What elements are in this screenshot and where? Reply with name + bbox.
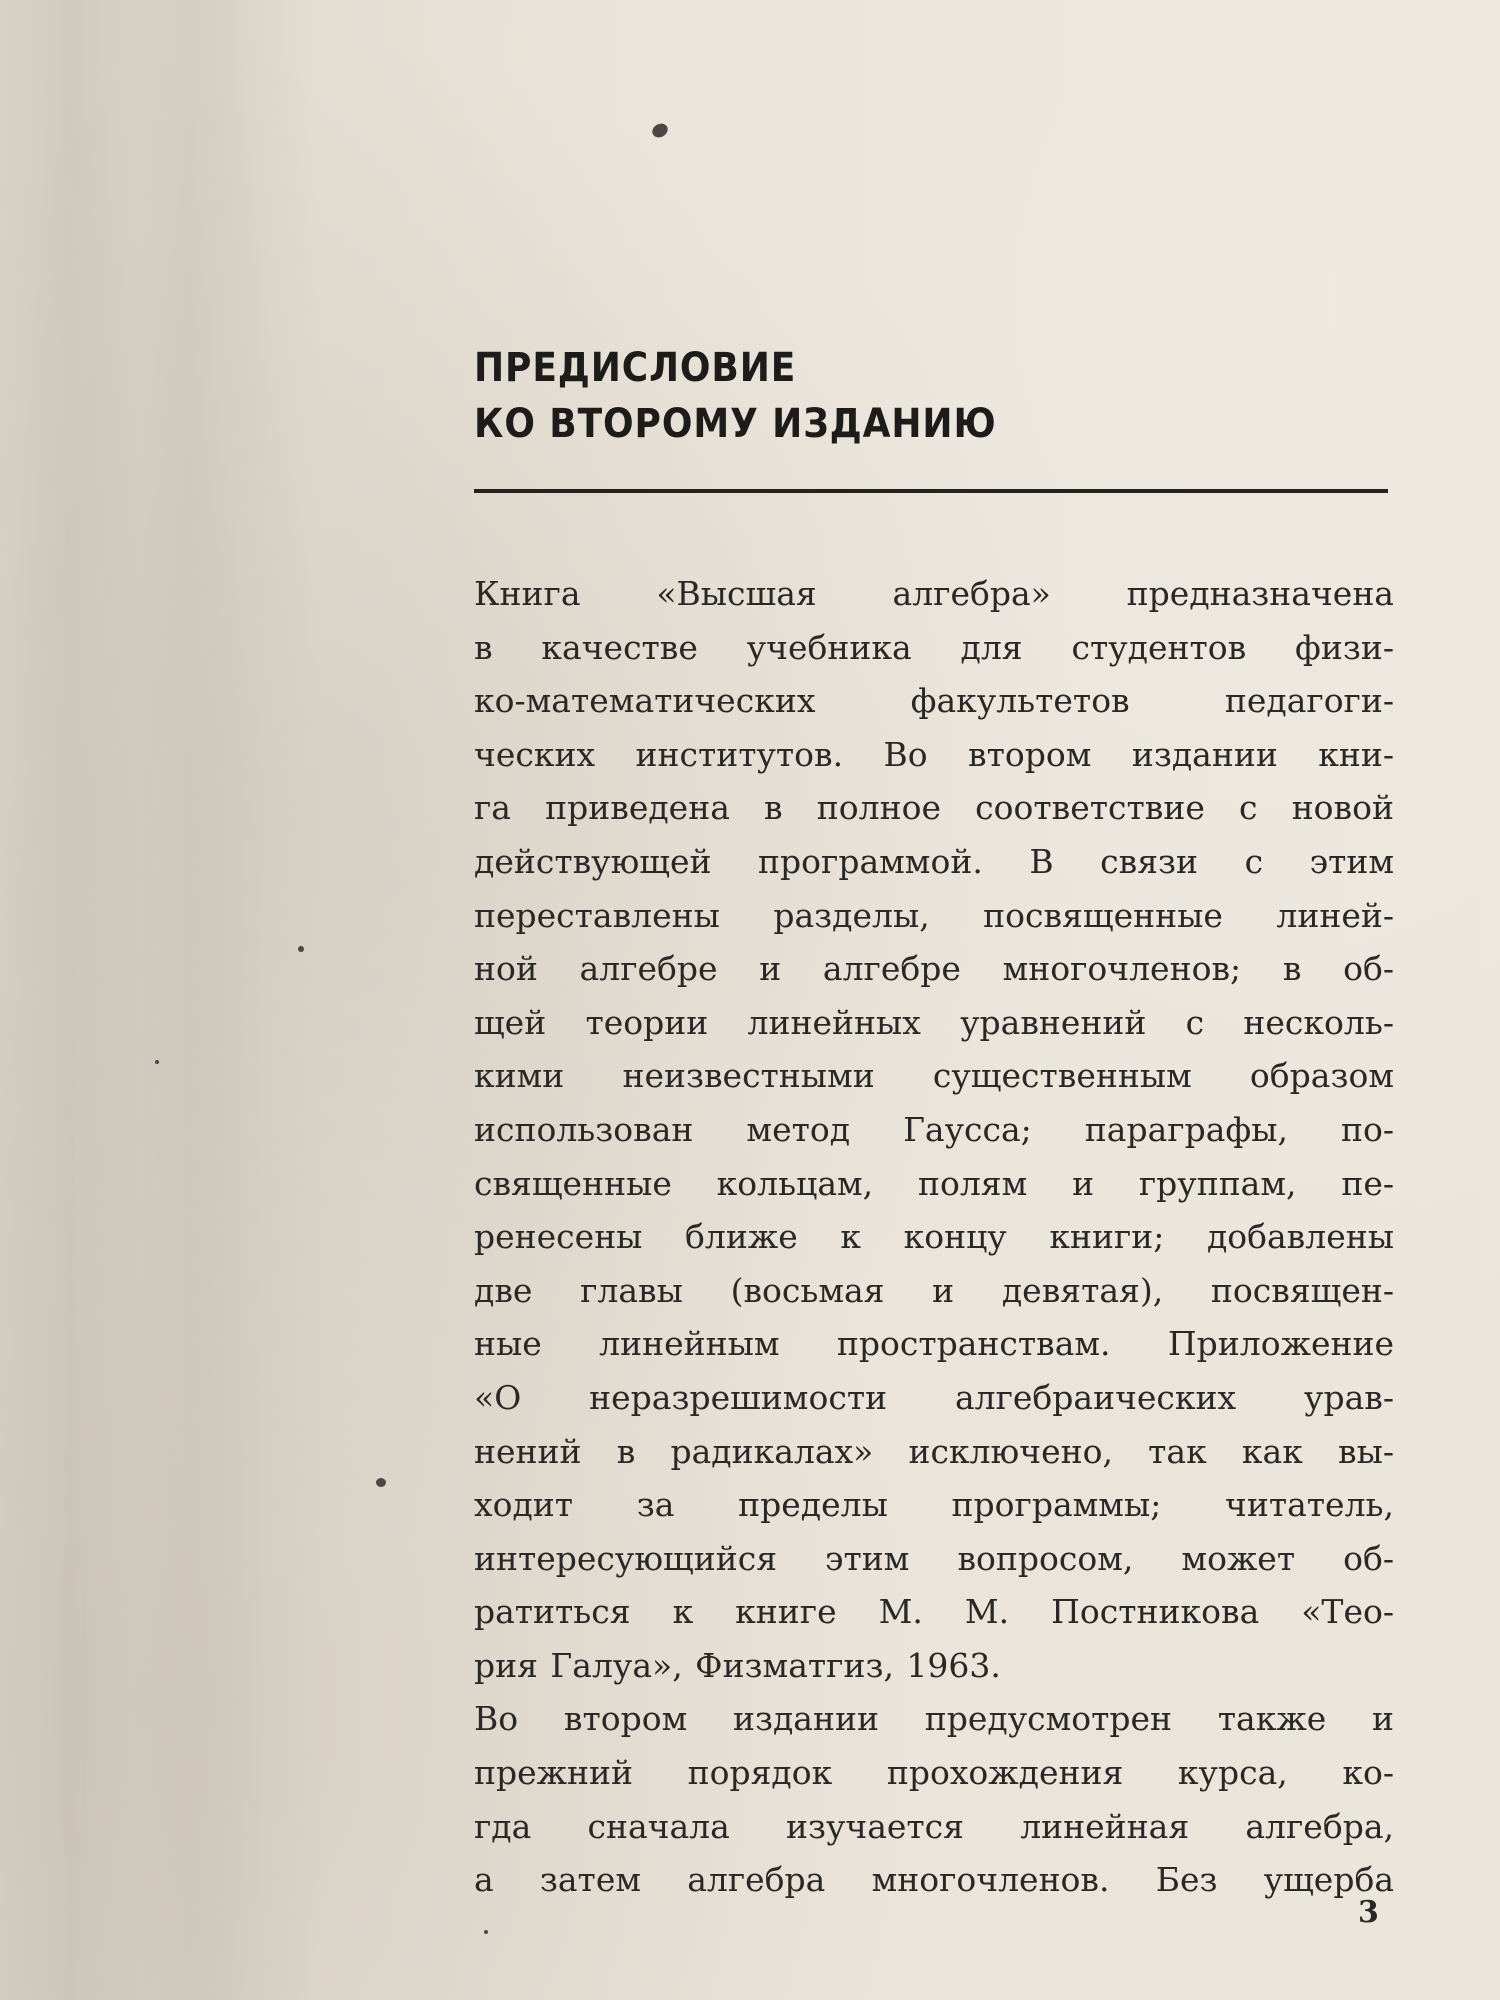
text-line: ратиться к книге М. М. Постникова «Тео- — [474, 1592, 1394, 1632]
heading-rule — [474, 489, 1388, 493]
ink-speck — [650, 121, 670, 140]
ink-speck — [376, 1478, 386, 1487]
text-line: га приведена в полное соответствие с новой — [474, 788, 1394, 828]
text-line: гда сначала изучается линейная алгебра, — [474, 1806, 1394, 1846]
heading-line-1: ПРЕДИСЛОВИЕ — [474, 345, 797, 391]
text-line: Книга «Высшая алгебра» предназначена — [474, 574, 1394, 613]
text-line: ческих институтов. Во втором издании кни- — [474, 734, 1394, 774]
text-line: действующей программой. В связи с этим — [474, 841, 1394, 881]
text-line: ходит за пределы программы; читатель, — [474, 1485, 1394, 1525]
text-line: интересующийся этим вопросом, может об- — [474, 1538, 1394, 1578]
page-number: 3 — [1358, 1895, 1379, 1930]
text-line: в качестве учебника для студентов физи- — [474, 627, 1394, 667]
text-line: переставлены разделы, посвященные линей- — [474, 895, 1394, 935]
ink-speck — [298, 946, 304, 952]
text-line: щей теории линейных уравнений с несколь- — [474, 1002, 1394, 1042]
ink-speck — [484, 1930, 488, 1934]
text-line: ренесены ближе к концу книги; добавлены — [474, 1217, 1394, 1257]
preface-heading — [474, 340, 1302, 452]
page-fold-shadow — [0, 0, 140, 2000]
text-line: священные кольцам, полям и группам, пе- — [474, 1163, 1394, 1203]
text-line: кими неизвестными существенным образом — [474, 1056, 1394, 1096]
heading-line-2: КО ВТОРОМУ ИЗДАНИЮ — [474, 401, 997, 447]
text-line: рия Галуа», Физматгиз, 1963. — [474, 1645, 1001, 1685]
text-line: две главы (восьмая и девятая), посвящен- — [474, 1270, 1394, 1310]
text-line: Во втором издании предусмотрен также и — [474, 1699, 1394, 1739]
text-line: прежний порядок прохождения курса, ко- — [474, 1753, 1394, 1793]
text-line: ной алгебре и алгебре многочленов; в об- — [474, 949, 1394, 989]
text-line: ные линейным пространствам. Приложение — [474, 1324, 1394, 1364]
ink-speck — [155, 1060, 159, 1064]
text-line: «О неразрешимости алгебраических урав- — [474, 1377, 1394, 1417]
text-line: ко-математических факультетов педагоги- — [474, 681, 1394, 721]
preface-body — [474, 567, 1394, 1907]
text-line: а затем алгебра многочленов. Без ущерба — [474, 1860, 1394, 1900]
text-line: использован метод Гаусса; параграфы, по- — [474, 1109, 1394, 1149]
text-line: нений в радикалах» исключено, так как вы- — [474, 1431, 1394, 1471]
